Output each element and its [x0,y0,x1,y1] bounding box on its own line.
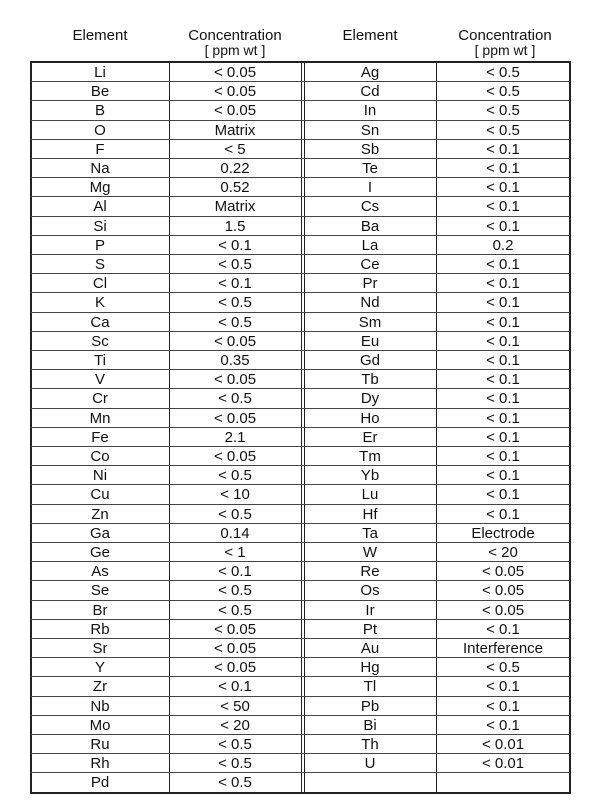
left-concentration-cell: < 0.05 [213,332,257,350]
left-concentration-cell: < 0.05 [213,620,257,638]
left-element-cell: Y [94,659,105,677]
right-element-cell [304,773,436,792]
table-row [31,716,570,735]
table-row [31,409,570,428]
left-concentration-cell: 0.35 [220,352,250,369]
left-element-cell: Rb [90,620,110,638]
left-element-cell: Co [90,448,110,465]
left-concentration-cell: Matrix [214,198,256,216]
left-element-cell: Ni [92,467,108,485]
right-element-cell: Te [362,160,378,177]
left-element-cell: P [94,236,105,254]
right-element-cell: Dy [360,390,380,408]
right-concentration-cell: < 0.5 [486,659,520,677]
right-element-cell: Ho [360,409,380,427]
right-concentration-cell: < 0.1 [486,716,520,734]
right-element-cell: Yb [360,467,380,485]
header-right-unit: [ ppm wt ] [474,42,536,58]
table-row [31,543,570,562]
left-element-cell: As [91,563,109,581]
right-concentration-cell: < 0.05 [481,601,525,619]
right-element-cell: Sn [360,121,380,139]
table-row [31,428,570,447]
table-row [31,178,570,197]
right-concentration-cell: < 0.1 [486,217,520,235]
left-element-cell: Cu [90,486,110,504]
left-element-cell: Rh [90,755,110,773]
left-concentration-cell: < 0.05 [213,659,257,677]
right-element-cell: Tb [361,371,379,389]
right-concentration-cell: < 0.01 [481,736,525,753]
left-concentration-cell: < 0.5 [218,736,252,753]
left-element-cell: Si [93,217,107,235]
table-row [31,82,570,101]
right-concentration-cell: < 0.1 [486,409,520,427]
right-concentration-cell: < 0.05 [481,563,525,581]
right-element-cell: U [364,755,376,773]
left-element-cell: Al [93,198,107,216]
right-element-cell: Cs [360,198,380,216]
right-element-cell: Pt [362,620,378,638]
left-concentration-cell: 2.1 [224,428,246,446]
left-element-cell: Sr [92,640,108,657]
table-row [31,735,570,754]
table-row [31,274,570,293]
right-concentration-cell: Interference [462,640,544,657]
left-element-cell: Zn [91,505,109,523]
left-element-cell: K [94,294,105,312]
right-concentration-cell: < 0.1 [486,390,520,408]
right-concentration-cell: < 0.1 [486,428,520,446]
left-concentration-cell: < 0.05 [213,83,257,101]
left-element-cell: Cr [92,390,108,408]
left-concentration-cell: < 0.5 [218,774,252,792]
right-concentration-cell: < 0.1 [486,505,520,523]
right-element-cell: Lu [361,486,379,504]
right-element-cell: Nd [360,294,380,312]
left-concentration-cell: < 20 [220,716,250,734]
table-row [31,121,570,140]
left-concentration-cell: 0.14 [220,524,250,542]
right-element-cell: Sm [358,313,382,331]
right-concentration-cell: < 0.5 [486,64,520,81]
right-concentration-cell: < 0.1 [486,275,520,293]
right-element-cell: Hf [362,505,378,523]
left-concentration-cell: < 0.05 [213,102,257,120]
table-row [31,620,570,639]
table-row [31,447,570,466]
right-concentration-cell: < 0.1 [486,140,520,158]
right-element-cell: I [367,179,373,197]
left-element-cell: Zr [92,678,108,696]
left-element-cell: Fe [91,428,109,446]
left-concentration-cell: < 0.5 [218,313,252,331]
left-concentration-cell: < 0.5 [218,390,252,408]
right-element-cell: Gd [359,352,380,369]
left-concentration-cell: < 50 [220,697,250,715]
right-concentration-cell: < 0.1 [486,294,520,312]
right-concentration-cell: < 0.1 [486,352,520,369]
right-element-cell: In [363,102,377,120]
left-concentration-cell: < 0.5 [218,601,252,619]
left-element-cell: Br [92,601,108,619]
left-concentration-cell: < 0.05 [213,640,257,657]
left-concentration-cell: < 0.1 [218,275,252,293]
table-row [31,754,570,773]
table-row [31,581,570,600]
left-concentration-cell: < 0.5 [218,467,252,485]
left-element-cell: Mg [89,179,111,197]
table-row [31,101,570,120]
right-concentration-cell: < 0.1 [486,678,520,696]
table-row [31,658,570,677]
left-element-cell: Ge [89,544,110,561]
left-element-cell: F [95,140,105,158]
right-element-cell: Tl [363,678,377,696]
table-row [31,313,570,332]
left-concentration-cell: < 0.05 [213,371,257,389]
right-concentration-cell: < 0.1 [486,179,520,197]
left-element-cell: O [94,121,106,139]
right-element-cell: W [362,544,378,561]
left-concentration-cell: 0.52 [220,179,250,197]
right-element-cell: Hg [360,659,380,677]
left-concentration-cell: < 5 [224,140,246,158]
table-row [31,370,570,389]
right-concentration-cell: < 0.1 [486,620,520,638]
table-row [31,217,570,236]
right-element-cell: Ba [360,217,380,235]
table-row [31,255,570,274]
table-row [31,485,570,504]
right-concentration-cell: Electrode [471,524,535,542]
right-element-cell: Ag [360,64,380,81]
left-element-cell: Be [90,83,110,101]
right-concentration-cell: < 0.1 [486,697,520,715]
header-left-concentration: Concentration [188,27,282,44]
right-concentration-cell: < 0.5 [486,102,520,120]
table-row [31,697,570,716]
right-concentration-cell: < 0.1 [486,448,520,465]
table-row [31,639,570,658]
left-element-cell: Mn [89,409,111,427]
table-row [31,601,570,620]
left-concentration-cell: Matrix [214,121,256,139]
table-row [31,293,570,312]
right-concentration-cell: < 0.1 [486,486,520,504]
left-element-cell: Se [90,582,110,600]
right-concentration-cell: < 0.5 [486,121,520,139]
right-element-cell: Ta [362,524,378,542]
left-concentration-cell: < 0.5 [218,755,252,773]
right-element-cell: Er [362,428,378,446]
right-element-cell: Eu [360,332,380,350]
left-concentration-cell: 0.22 [220,160,250,177]
left-element-cell: Mo [89,716,111,734]
right-concentration-cell: < 0.1 [486,256,520,273]
left-element-cell: V [94,371,105,389]
left-element-cell: Na [90,160,110,177]
left-element-cell: Ru [90,736,110,753]
right-element-cell: Re [360,563,380,581]
header-right-concentration: Concentration [458,27,552,44]
left-element-cell: Ga [89,524,110,542]
left-element-cell: Li [94,64,106,81]
right-element-cell: Tm [359,448,381,465]
table-row [31,159,570,178]
right-concentration-cell: < 0.05 [481,582,525,600]
right-element-cell: La [361,236,379,254]
right-element-cell: Au [360,640,380,657]
right-concentration-cell: 0.2 [492,236,514,254]
table-row [31,562,570,581]
left-element-cell: S [94,256,105,273]
right-concentration-cell: < 0.1 [486,313,520,331]
right-concentration-cell: < 0.01 [481,755,525,773]
right-concentration-cell: < 0.1 [486,371,520,389]
table-row [31,197,570,216]
left-concentration-cell: < 0.05 [213,64,257,81]
right-element-cell: Sb [360,140,380,158]
table-row [31,505,570,524]
right-concentration-cell: < 20 [488,544,518,561]
table-row [31,332,570,351]
right-element-cell: Bi [363,716,377,734]
left-concentration-cell: < 0.1 [218,236,252,254]
left-element-cell: Nb [90,697,110,715]
table-row [31,524,570,543]
left-element-cell: Ca [90,313,110,331]
left-element-cell: B [94,102,105,120]
right-concentration-cell [436,773,570,792]
left-concentration-cell: < 0.5 [218,294,252,312]
right-element-cell: Cd [360,83,380,101]
left-concentration-cell: < 0.5 [218,505,252,523]
right-element-cell: Ce [360,256,380,273]
left-element-cell: Cl [92,275,108,293]
left-concentration-cell: 1.5 [224,217,246,235]
right-element-cell: Pr [362,275,378,293]
left-concentration-cell: < 0.5 [218,256,252,273]
left-concentration-cell: < 1 [224,544,246,561]
table-row [31,466,570,485]
right-concentration-cell: < 0.1 [486,332,520,350]
table-row [31,389,570,408]
right-concentration-cell: < 0.5 [486,83,520,101]
left-element-cell: Ti [94,352,106,369]
left-concentration-cell: < 0.1 [218,678,252,696]
table-row [31,140,570,159]
right-concentration-cell: < 0.1 [486,160,520,177]
right-element-cell: Pb [360,697,380,715]
left-concentration-cell: < 0.05 [213,448,257,465]
header-right-element: Element [342,27,398,44]
header-left-element: Element [72,27,128,44]
left-concentration-cell: < 0.1 [218,563,252,581]
right-element-cell: Th [361,736,379,753]
right-concentration-cell: < 0.1 [486,198,520,216]
left-concentration-cell: < 10 [220,486,250,504]
table-row [31,236,570,255]
header-left-unit: [ ppm wt ] [204,42,266,58]
right-element-cell: Ir [365,601,375,619]
left-element-cell: Pd [90,774,110,792]
table-row [31,63,570,82]
table-row [31,677,570,696]
right-concentration-cell: < 0.1 [486,467,520,485]
table-row [31,351,570,370]
left-concentration-cell: < 0.05 [213,409,257,427]
right-element-cell: Os [360,582,380,600]
left-element-cell: Sc [91,332,109,350]
left-concentration-cell: < 0.5 [218,582,252,600]
table-row [31,773,570,792]
